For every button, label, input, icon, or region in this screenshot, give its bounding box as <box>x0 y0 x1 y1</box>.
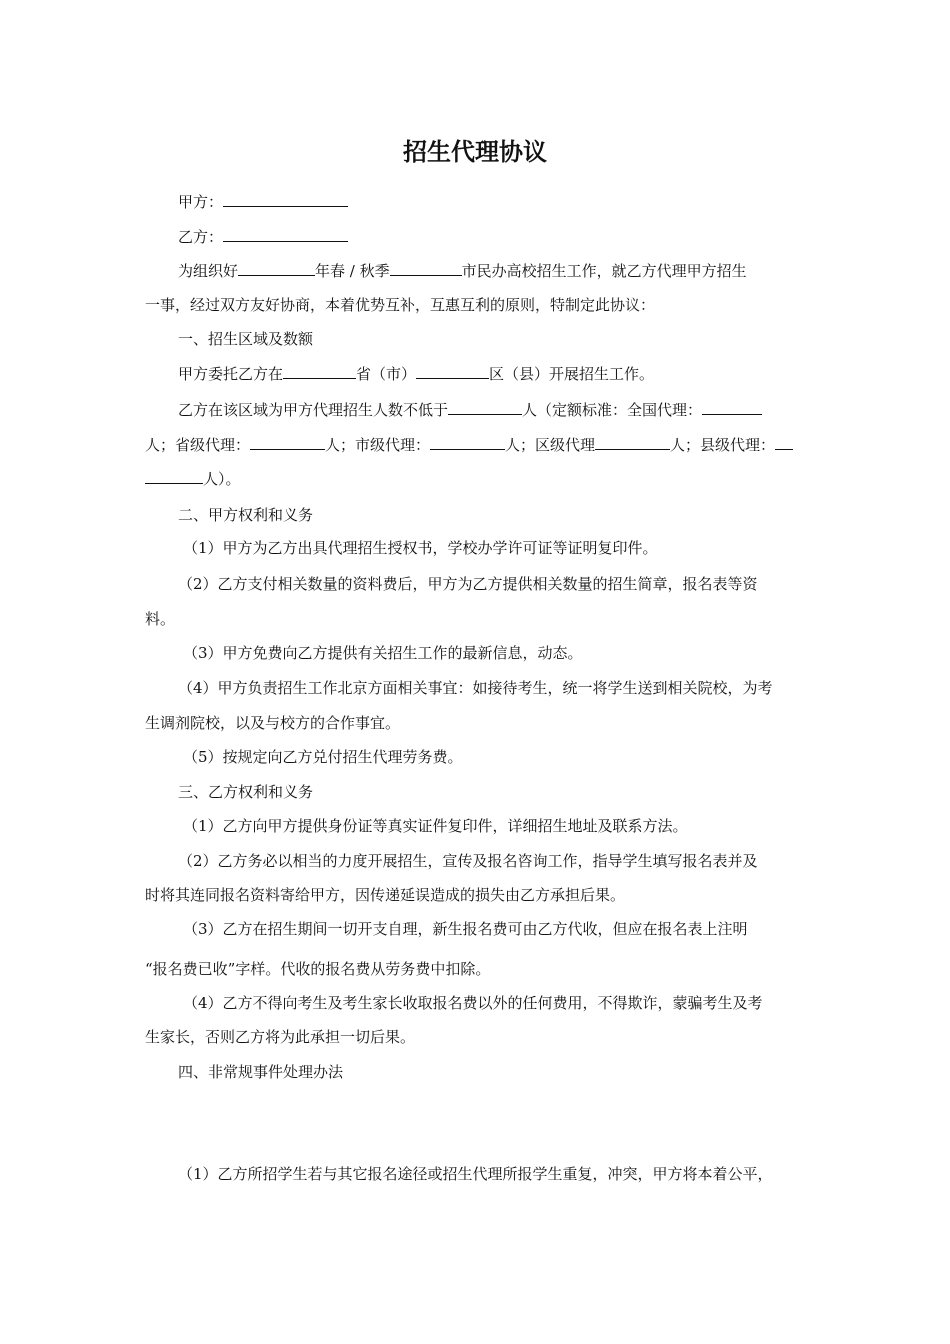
section-4-heading: 四、非常规事件处理办法 <box>178 1063 344 1081</box>
s1-line-3 <box>145 433 810 455</box>
intro-line-2: 一事，经过双方友好协商，本着优势互补，互惠互利的原则，特制定此协议： <box>145 296 656 314</box>
s1-text: 区（县）开展招生工作。 <box>489 365 655 383</box>
s1-line-1 <box>178 362 810 384</box>
s3-item-2-cont: 时将其连同报名资料寄给甲方，因传递延误造成的损失由乙方承担后果。 <box>145 886 626 904</box>
s3-item-4-cont: 生家长，否则乙方将为此承担一切后果。 <box>145 1028 416 1046</box>
section-1-heading: 一、招生区域及数额 <box>178 330 314 348</box>
s1-line-4 <box>145 467 810 489</box>
province-blank[interactable] <box>283 362 356 379</box>
county-blank[interactable] <box>775 433 793 450</box>
intro-text: 年春 / 秋季 <box>315 262 390 280</box>
intro-text: 为组织好 <box>178 262 239 280</box>
s1-text: 人；县级代理： <box>670 436 776 454</box>
s1-text: 人；市级代理： <box>325 436 431 454</box>
party-a-line <box>178 190 810 212</box>
district-level-blank[interactable] <box>595 433 670 450</box>
national-blank[interactable] <box>702 398 762 415</box>
party-b-blank[interactable] <box>223 225 348 242</box>
party-a-label: 甲方： <box>178 193 224 211</box>
s1-text: 乙方在该区域为甲方代理招生人数不低于 <box>178 401 449 419</box>
s2-item-3: （3）甲方免费向乙方提供有关招生工作的最新信息，动态。 <box>183 644 583 662</box>
quota-blank[interactable] <box>448 398 522 415</box>
s2-item-4: （4）甲方负责招生工作北京方面相关事宜：如接待考生，统一将学生送到相关院校，为考 <box>178 679 773 697</box>
county-blank-cont[interactable] <box>145 467 203 484</box>
s1-text: 人（定额标准：全国代理： <box>522 401 703 419</box>
s3-item-4: （4）乙方不得向考生及考生家长收取报名费以外的任何费用，不得欺诈，蒙骗考生及考 <box>183 994 763 1012</box>
s2-item-4-cont: 生调剂院校，以及与校方的合作事宜。 <box>145 714 401 732</box>
intro-text: 市民办高校招生工作，就乙方代理甲方招生 <box>461 262 747 280</box>
provincial-blank[interactable] <box>250 433 325 450</box>
s1-text: 人；省级代理： <box>145 436 251 454</box>
party-b-line <box>178 225 810 247</box>
document-title: 招生代理协议 <box>403 138 547 166</box>
s2-item-2: （2）乙方支付相关数量的资料费后，甲方为乙方提供相关数量的招生简章，报名表等资 <box>178 575 758 593</box>
s2-item-1: （1）甲方为乙方出具代理招生授权书，学校办学许可证等证明复印件。 <box>183 539 658 557</box>
s2-item-2-cont: 料。 <box>145 610 176 628</box>
party-a-blank[interactable] <box>223 190 348 207</box>
s1-text: 人）。 <box>203 470 241 488</box>
s3-item-3: （3）乙方在招生期间一切开支自理，新生报名费可由乙方代收，但应在报名表上注明 <box>183 920 748 938</box>
s3-item-1: （1）乙方向甲方提供身份证等真实证件复印件，详细招生地址及联系方法。 <box>183 817 688 835</box>
year-blank[interactable] <box>238 259 315 276</box>
s4-item-1: （1）乙方所招学生若与其它报名途径或招生代理所报学生重复，冲突，甲方将本着公平， <box>178 1165 773 1183</box>
s3-item-3-cont: “报名费已收”字样。代收的报名费从劳务费中扣除。 <box>145 960 491 978</box>
city-blank[interactable] <box>390 259 462 276</box>
party-b-label: 乙方： <box>178 228 224 246</box>
intro-line-1 <box>178 259 810 281</box>
district-blank[interactable] <box>416 362 489 379</box>
s1-text: 人；区级代理 <box>505 436 596 454</box>
section-2-heading: 二、甲方权利和义务 <box>178 506 314 524</box>
s1-text: 省（市） <box>356 365 417 383</box>
s1-line-2 <box>178 398 810 420</box>
municipal-blank[interactable] <box>430 433 505 450</box>
s2-item-5: （5）按规定向乙方兑付招生代理劳务费。 <box>183 748 463 766</box>
s1-text: 甲方委托乙方在 <box>178 365 284 383</box>
section-3-heading: 三、乙方权利和义务 <box>178 783 314 801</box>
s3-item-2: （2）乙方务必以相当的力度开展招生，宣传及报名咨询工作，指导学生填写报名表并及 <box>178 852 758 870</box>
